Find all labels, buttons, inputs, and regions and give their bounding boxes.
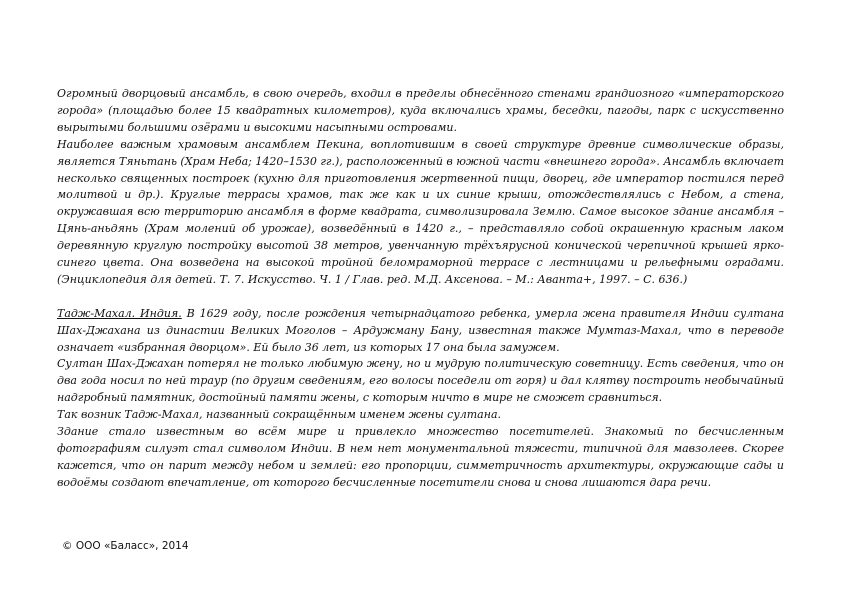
paragraph-taj-fame: Здание стало известным во всём мире и привлекло множество посетителей. Знакомый по бесчисленным фотографиям силуэт стал символом Индии. В нем нет монументальной тяжести, типичной для мавзолеев. Скорее кажется, что он парит между небом и землей: его пропорции, симметричность архитектуры, окружающие сады и водоёмы создают впечатление, от которого бесчисленные посетители снова и снова лишаются дара речи. xyxy=(57,425,784,489)
paragraph-shah-jahan: Султан Шах-Джахан потерял не только любимую жену, но и мудрую политическую советницу. Есть сведения, что он два года носил по ней траур (по другим сведениям, его волосы поседели от горя) и дал клятву построить необычайный надгробный памятник, достойный памяти жены, с которым ничто в мире не сможет сравниться. xyxy=(57,357,784,405)
section-heading-taj-mahal: Тадж-Махал. Индия. xyxy=(57,306,182,320)
copyright-footer: © ООО «Баласс», 2014 xyxy=(62,540,189,552)
paragraph-taj-mahal-intro-text: В 1629 году, после рождения четырнадцатого ребенка, умерла жена правителя Индии султана Шах-Джахана из династии Великих Моголов – Ардужману Бану, известная также Мумтаз-Махал, что в переводе означает «избранная дворцом». Ей было 36 лет, из которых 17 она была замужем. xyxy=(57,306,785,354)
paragraph-forbidden-city: Огромный дворцовый ансамбль, в свою очередь, входил в пределы обнесённого стенами грандиозного «императорского города» (площадью более 15 квадратных километров), куда включались храмы, беседки, пагоды, парк с искусственно вырытыми большими озёрами и высокими насыпными островами. xyxy=(57,87,784,134)
paragraph-gap xyxy=(57,289,784,306)
paragraph-tiantan: Наиболее важным храмовым ансамблем Пекина, воплотившим в своей структуре древние символические образы, является Тяньтань (Храм Неба; 1420–1530 гг.), расположенный в южной части «внешнего города». Ансамбль включает несколько священных построек (кухню для приготовления жертвенной пищи, дворец, где император постился перед молитвой и др.). Круглые террасы храмов, так же как и их синие крыши, отождествлялись с Небом, а стена, окружавшая всю территорию ансамбля в форме квадрата, символизировала Землю. Самое высокое здание ансамбля – Цянь-аньдянь (Храм молений об урожае), возведённый в 1420 г., – представляло собой окрашенную красным лаком деревянную круглую постройку высотой 38 метров, увенчанную трёхъярусной конической черепичной крышей ярко-синего цвета. Она возведена на высокой тройной беломраморной террасе с лестницами и рельефными оградами. (Энциклопедия для детей. Т. 7. Искусство. Ч. 1 / Глав. ред. М.Д. Аксенова. – М.: Аванта+, 1997. – С. 636.) xyxy=(57,137,784,286)
paragraph-taj-mahal-intro xyxy=(57,306,784,357)
paragraph-taj-origin: Так возник Тадж-Махал, названный сокращённым именем жены султана. xyxy=(57,408,502,422)
document-body xyxy=(57,86,784,492)
